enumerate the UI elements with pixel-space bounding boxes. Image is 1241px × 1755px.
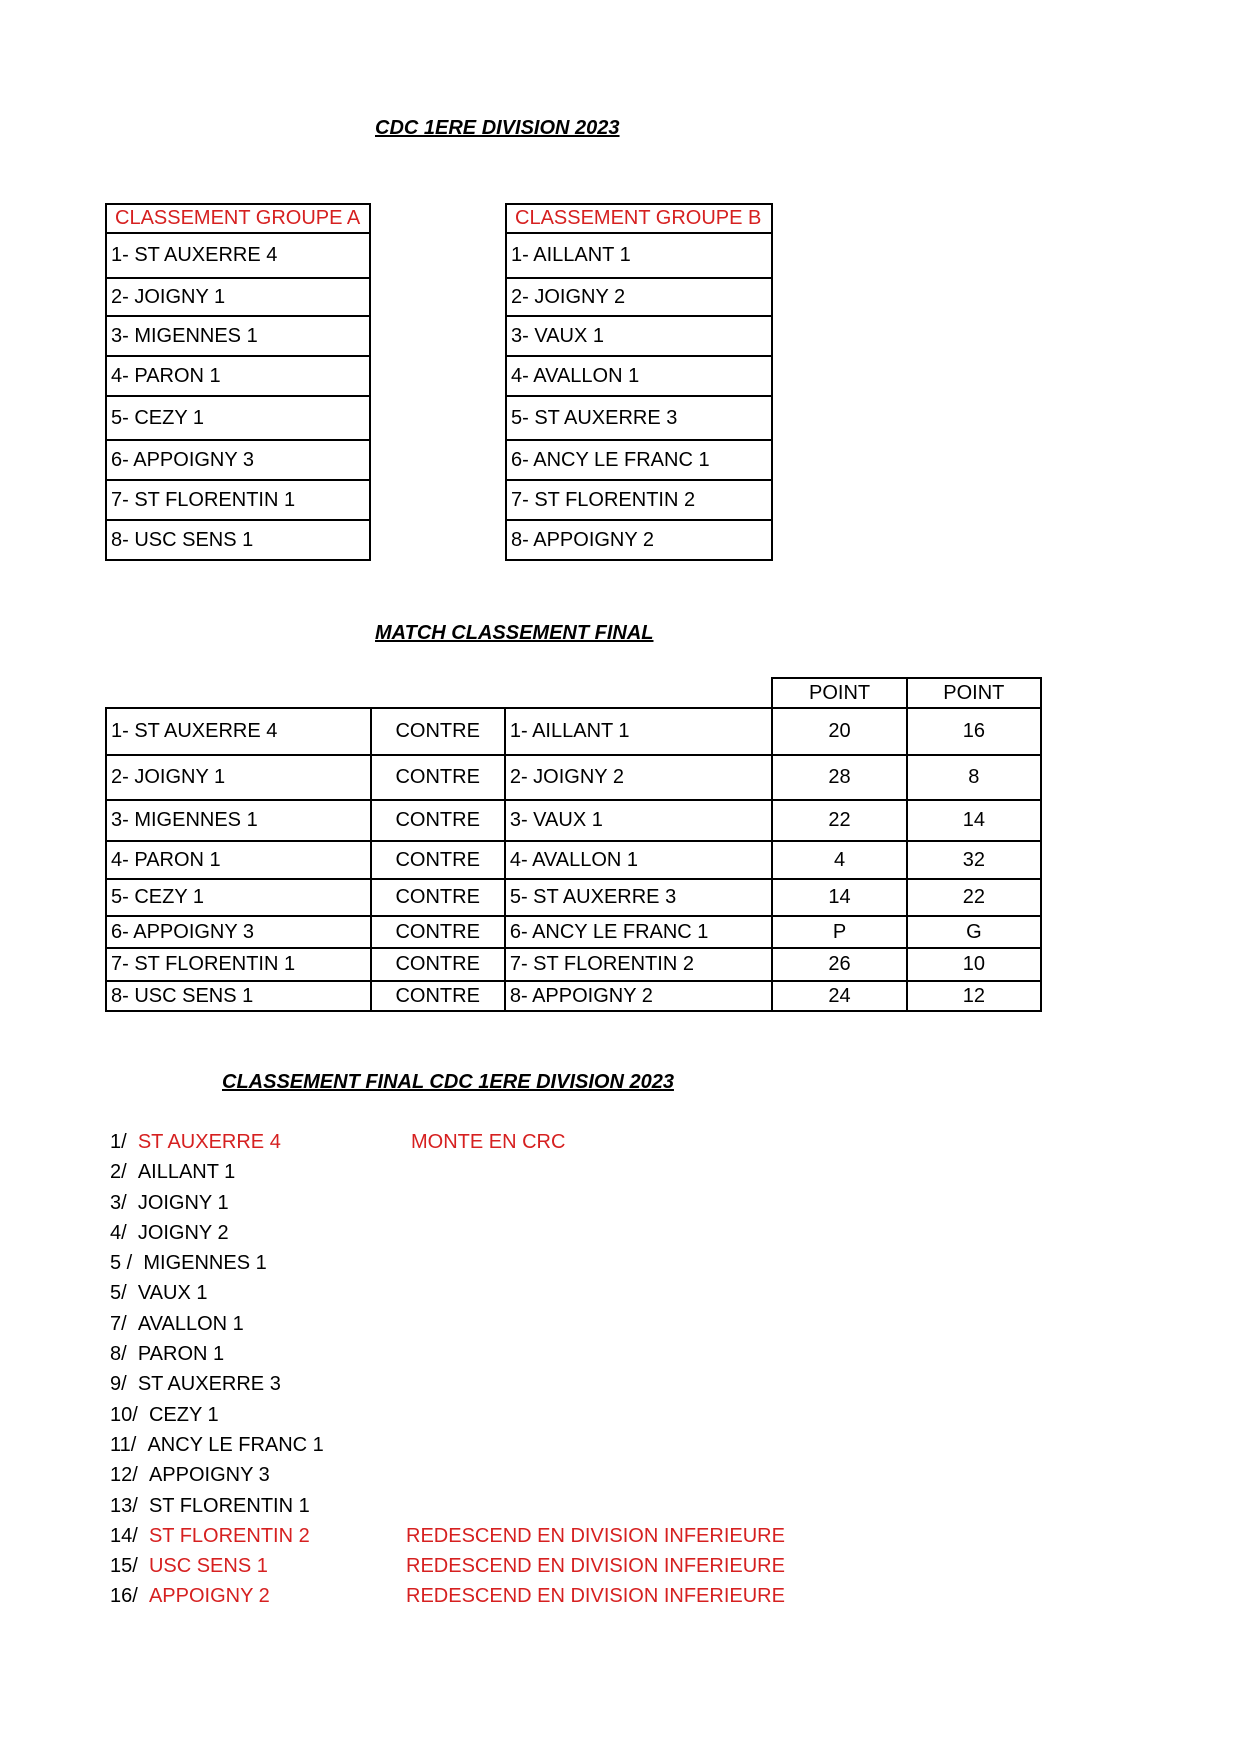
group-a-header: CLASSEMENT GROUPE A [106, 204, 370, 233]
match-points-a: 20 [772, 708, 906, 755]
match-team-b: 2- JOIGNY 2 [505, 755, 773, 800]
final-team: ST FLORENTIN 2 [148, 1524, 310, 1547]
match-points-b: 8 [907, 755, 1041, 800]
match-team-a: 8- USC SENS 1 [106, 981, 371, 1011]
match-contre: CONTRE [371, 800, 505, 841]
group-a-row [106, 316, 370, 356]
final-ranking-row [110, 1551, 785, 1581]
final-rank: 1/ [110, 1131, 127, 1153]
match-team-a: 5- CEZY 1 [106, 879, 371, 916]
final-ranking-row [110, 1430, 324, 1460]
match-contre: CONTRE [371, 841, 505, 879]
group-b-team: 5- ST AUXERRE 3 [506, 396, 772, 440]
final-team: MIGENNES 1 [143, 1252, 267, 1275]
match-row [106, 916, 1041, 948]
match-row [106, 981, 1041, 1011]
match-body [106, 708, 1041, 1011]
group-b-row [506, 520, 772, 560]
final-team: ST FLORENTIN 1 [148, 1494, 310, 1517]
match-team-b: 1- AILLANT 1 [505, 708, 773, 755]
group-a-row [106, 480, 370, 520]
final-rank: 15/ [110, 1555, 138, 1578]
group-a-row [106, 396, 370, 440]
match-contre: CONTRE [371, 755, 505, 800]
match-team-a: 1- ST AUXERRE 4 [106, 708, 371, 755]
final-rank: 11/ [110, 1433, 137, 1456]
group-a-row [106, 278, 370, 316]
final-ranking-row [110, 1521, 785, 1551]
match-contre: CONTRE [371, 948, 505, 981]
group-a-team: 7- ST FLORENTIN 1 [106, 480, 370, 520]
match-row [106, 708, 1041, 755]
group-a-team: 2- JOIGNY 1 [106, 278, 370, 316]
group-a-row [106, 233, 370, 278]
final-rank: 13/ [110, 1494, 138, 1517]
final-ranking-row [110, 1278, 324, 1308]
final-team: APPOIGNY 3 [148, 1464, 270, 1487]
match-points-b: G [907, 916, 1041, 948]
final-note: REDESCEND EN DIVISION INFERIEURE [406, 1585, 785, 1608]
group-b-row [506, 440, 772, 480]
match-team-b: 6- ANCY LE FRANC 1 [505, 916, 773, 948]
group-b-team: 7- ST FLORENTIN 2 [506, 480, 772, 520]
point-header-1: POINT [772, 678, 906, 708]
final-rank: 12/ [110, 1464, 138, 1487]
match-team-a: 3- MIGENNES 1 [106, 800, 371, 841]
final-rank: 3/ [110, 1191, 127, 1214]
match-team-a: 2- JOIGNY 1 [106, 755, 371, 800]
match-team-b: 3- VAUX 1 [505, 800, 773, 841]
final-team: AVALLON 1 [137, 1312, 244, 1335]
group-b-team: 4- AVALLON 1 [506, 356, 772, 396]
group-b-row [506, 480, 772, 520]
match-points-a: 4 [772, 841, 906, 879]
final-rank: 8/ [110, 1343, 127, 1366]
match-contre: CONTRE [371, 981, 505, 1011]
group-a-body [106, 233, 370, 560]
group-b-team: 1- AILLANT 1 [506, 233, 772, 278]
group-a-row [106, 520, 370, 560]
final-ranking-row [110, 1491, 324, 1521]
final-team: ANCY LE FRANC 1 [147, 1433, 324, 1456]
group-b-row [506, 316, 772, 356]
final-note: REDESCEND EN DIVISION INFERIEURE [406, 1555, 785, 1578]
match-points-a: 22 [772, 800, 906, 841]
group-b-header: CLASSEMENT GROUPE B [506, 204, 772, 233]
match-points-a: 28 [772, 755, 906, 800]
group-a-team: 6- APPOIGNY 3 [106, 440, 370, 480]
group-b-team: 3- VAUX 1 [506, 316, 772, 356]
match-team-a: 6- APPOIGNY 3 [106, 916, 371, 948]
match-points-a: P [772, 916, 906, 948]
final-team: VAUX 1 [137, 1282, 208, 1305]
final-rank: 9/ [110, 1373, 127, 1396]
group-a-team: 8- USC SENS 1 [106, 520, 370, 560]
group-b-row [506, 356, 772, 396]
match-table [105, 677, 1042, 1012]
match-contre: CONTRE [371, 879, 505, 916]
match-contre: CONTRE [371, 708, 505, 755]
match-team-a: 4- PARON 1 [106, 841, 371, 879]
final-ranking-row [110, 1218, 324, 1248]
final-rank: 5/ [110, 1282, 127, 1305]
final-ranking-list [110, 1127, 785, 1612]
final-team: JOIGNY 2 [137, 1221, 229, 1244]
match-points-b: 14 [907, 800, 1041, 841]
final-team: CEZY 1 [148, 1403, 219, 1426]
match-points-a: 24 [772, 981, 906, 1011]
final-team: PARON 1 [137, 1343, 225, 1366]
match-points-a: 26 [772, 948, 906, 981]
final-ranking-row [110, 1127, 566, 1157]
match-row [106, 800, 1041, 841]
match-points-a: 14 [772, 879, 906, 916]
final-team: AILLANT 1 [137, 1161, 236, 1184]
final-team: USC SENS 1 [148, 1555, 268, 1578]
match-points-b: 32 [907, 841, 1041, 879]
group-a-table [105, 203, 371, 561]
final-ranking-row [110, 1400, 324, 1430]
match-points-b: 16 [907, 708, 1041, 755]
match-team-a: 7- ST FLORENTIN 1 [106, 948, 371, 981]
group-a-team: 1- ST AUXERRE 4 [106, 233, 370, 278]
final-note: MONTE EN CRC [411, 1131, 566, 1153]
final-title: CLASSEMENT FINAL CDC 1ERE DIVISION 2023 [222, 1071, 674, 1093]
group-a-team: 4- PARON 1 [106, 356, 370, 396]
final-ranking-row [110, 1248, 324, 1278]
group-b-body [506, 233, 772, 560]
final-rank: 10/ [110, 1403, 138, 1426]
match-row [106, 841, 1041, 879]
final-ranking-row [110, 1369, 324, 1399]
final-rank: 4/ [110, 1221, 127, 1244]
group-a-team: 5- CEZY 1 [106, 396, 370, 440]
final-ranking-row [110, 1188, 324, 1218]
match-row [106, 948, 1041, 981]
final-note: REDESCEND EN DIVISION INFERIEURE [406, 1524, 785, 1547]
match-points-b: 22 [907, 879, 1041, 916]
match-points-b: 12 [907, 981, 1041, 1011]
point-header-2: POINT [907, 678, 1041, 708]
final-ranking-row [110, 1460, 324, 1490]
final-ranking-row [110, 1339, 324, 1369]
final-team: APPOIGNY 2 [148, 1585, 270, 1608]
group-b-team: 6- ANCY LE FRANC 1 [506, 440, 772, 480]
match-points-b: 10 [907, 948, 1041, 981]
match-team-b: 4- AVALLON 1 [505, 841, 773, 879]
group-a-row [106, 356, 370, 396]
final-team: ST AUXERRE 4 [137, 1131, 281, 1153]
final-rank: 7/ [110, 1312, 127, 1335]
group-b-team: 8- APPOIGNY 2 [506, 520, 772, 560]
match-contre: CONTRE [371, 916, 505, 948]
match-team-b: 7- ST FLORENTIN 2 [505, 948, 773, 981]
group-a-row [106, 440, 370, 480]
final-team: ST AUXERRE 3 [137, 1373, 281, 1396]
match-team-b: 8- APPOIGNY 2 [505, 981, 773, 1011]
final-ranking-row [110, 1309, 324, 1339]
final-rank: 5 / [110, 1252, 133, 1275]
match-row [106, 755, 1041, 800]
group-b-table [505, 203, 773, 561]
group-b-row [506, 278, 772, 316]
group-b-team: 2- JOIGNY 2 [506, 278, 772, 316]
final-rank: 14/ [110, 1524, 138, 1547]
group-a-team: 3- MIGENNES 1 [106, 316, 370, 356]
final-team: JOIGNY 1 [137, 1191, 229, 1214]
final-ranking-row [110, 1581, 785, 1611]
group-b-row [506, 233, 772, 278]
final-rank: 2/ [110, 1161, 127, 1184]
match-title: MATCH CLASSEMENT FINAL [375, 622, 654, 644]
match-row [106, 879, 1041, 916]
match-team-b: 5- ST AUXERRE 3 [505, 879, 773, 916]
page-title: CDC 1ERE DIVISION 2023 [375, 117, 620, 139]
final-rank: 16/ [110, 1585, 138, 1608]
final-ranking-row [110, 1157, 324, 1187]
group-b-row [506, 396, 772, 440]
